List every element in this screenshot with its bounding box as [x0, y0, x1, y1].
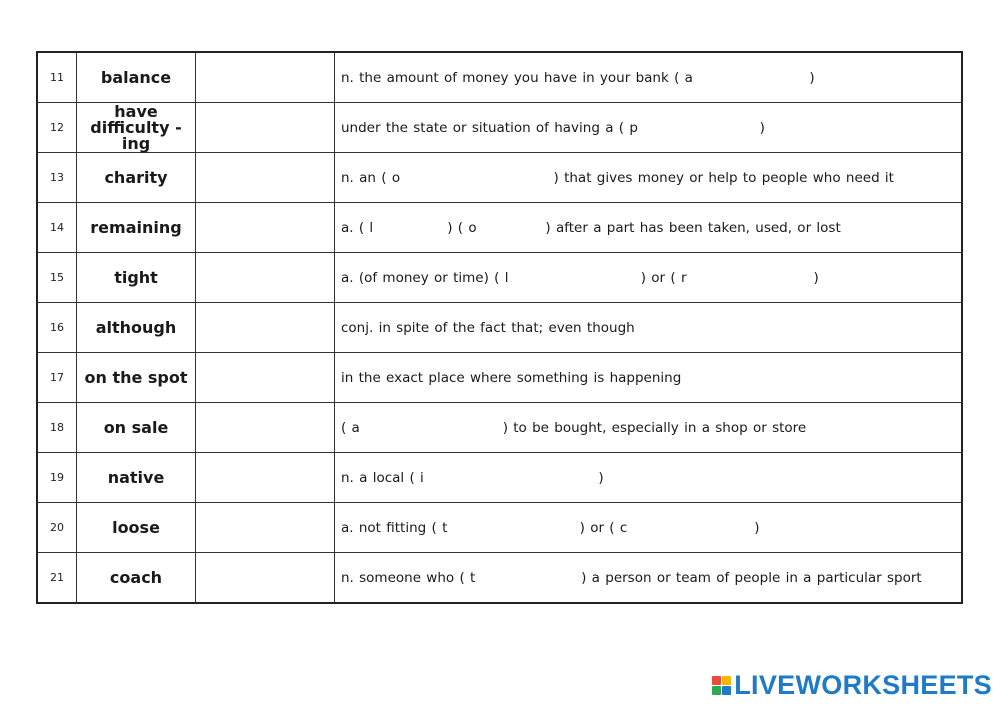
vocab-word-text: coach [109, 567, 163, 587]
vocab-word [77, 453, 196, 503]
definition-cell: a. (of money or time) ( l ) or ( r ) [335, 253, 963, 303]
vocab-word [77, 353, 196, 403]
vocab-word [77, 253, 196, 303]
vocab-word [77, 553, 196, 604]
definition-cell: a. not fitting ( t ) or ( c ) [335, 503, 963, 553]
table-row [37, 403, 962, 453]
logo-square-yellow [722, 676, 731, 685]
table-row [37, 203, 962, 253]
vocab-word-text: have difficulty -ing [90, 101, 182, 153]
vocab-word-text: although [95, 317, 177, 337]
logo-icon [712, 676, 731, 695]
table-row [37, 453, 962, 503]
table-row [37, 52, 962, 103]
row-number: 11 [37, 52, 77, 103]
definition-cell: a. ( l ) ( o ) after a part has been taken, used, or lost [335, 203, 963, 253]
answer-blank-cell[interactable] [196, 303, 335, 353]
vocab-word-text: native [107, 467, 165, 487]
definition-cell: under the state or situation of having a ( p ) [335, 103, 963, 153]
vocab-word [77, 203, 196, 253]
definition-cell: n. someone who ( t ) a person or team of people in a particular sport [335, 553, 963, 604]
definition-cell: n. a local ( i ) [335, 453, 963, 503]
vocab-word [77, 303, 196, 353]
table-row [37, 153, 962, 203]
table-row [37, 503, 962, 553]
definition-cell: n. an ( o ) that gives money or help to people who need it [335, 153, 963, 203]
logo-square-green [712, 686, 721, 695]
vocab-word-text: on sale [103, 417, 169, 437]
liveworksheets-logo [712, 671, 992, 699]
table-row [37, 553, 962, 604]
row-number: 18 [37, 403, 77, 453]
row-number: 16 [37, 303, 77, 353]
row-number: 13 [37, 153, 77, 203]
vocab-word-text: charity [104, 167, 168, 187]
row-number: 20 [37, 503, 77, 553]
vocab-word-text: loose [112, 517, 160, 537]
vocab-word [77, 103, 196, 153]
vocab-word-text: balance [100, 67, 172, 87]
row-number: 12 [37, 103, 77, 153]
definition-cell: ( a ) to be bought, especially in a shop or store [335, 403, 963, 453]
answer-blank-cell[interactable] [196, 253, 335, 303]
row-number: 14 [37, 203, 77, 253]
vocab-word-text: remaining [90, 217, 182, 237]
table-row [37, 303, 962, 353]
vocab-word-text: tight [114, 267, 158, 287]
answer-blank-cell[interactable] [196, 353, 335, 403]
vocab-word [77, 153, 196, 203]
row-number: 21 [37, 553, 77, 604]
answer-blank-cell[interactable] [196, 153, 335, 203]
vocab-word [77, 503, 196, 553]
table-row [37, 353, 962, 403]
row-number: 15 [37, 253, 77, 303]
logo-square-red [712, 676, 721, 685]
answer-blank-cell[interactable] [196, 203, 335, 253]
vocab-word [77, 403, 196, 453]
answer-blank-cell[interactable] [196, 453, 335, 503]
logo-square-blue [722, 686, 731, 695]
logo-text: LIVEWORKSHEETS [734, 670, 992, 700]
answer-blank-cell[interactable] [196, 103, 335, 153]
answer-blank-cell[interactable] [196, 553, 335, 604]
answer-blank-cell[interactable] [196, 52, 335, 103]
row-number: 19 [37, 453, 77, 503]
table-row [37, 103, 962, 153]
definition-cell: conj. in spite of the fact that; even though [335, 303, 963, 353]
vocabulary-table [36, 51, 963, 604]
definition-cell: n. the amount of money you have in your bank ( a ) [335, 52, 963, 103]
vocab-word-text: on the spot [84, 367, 188, 387]
row-number: 17 [37, 353, 77, 403]
table-row [37, 253, 962, 303]
answer-blank-cell[interactable] [196, 403, 335, 453]
answer-blank-cell[interactable] [196, 503, 335, 553]
vocab-word [77, 52, 196, 103]
definition-cell: in the exact place where something is happening [335, 353, 963, 403]
